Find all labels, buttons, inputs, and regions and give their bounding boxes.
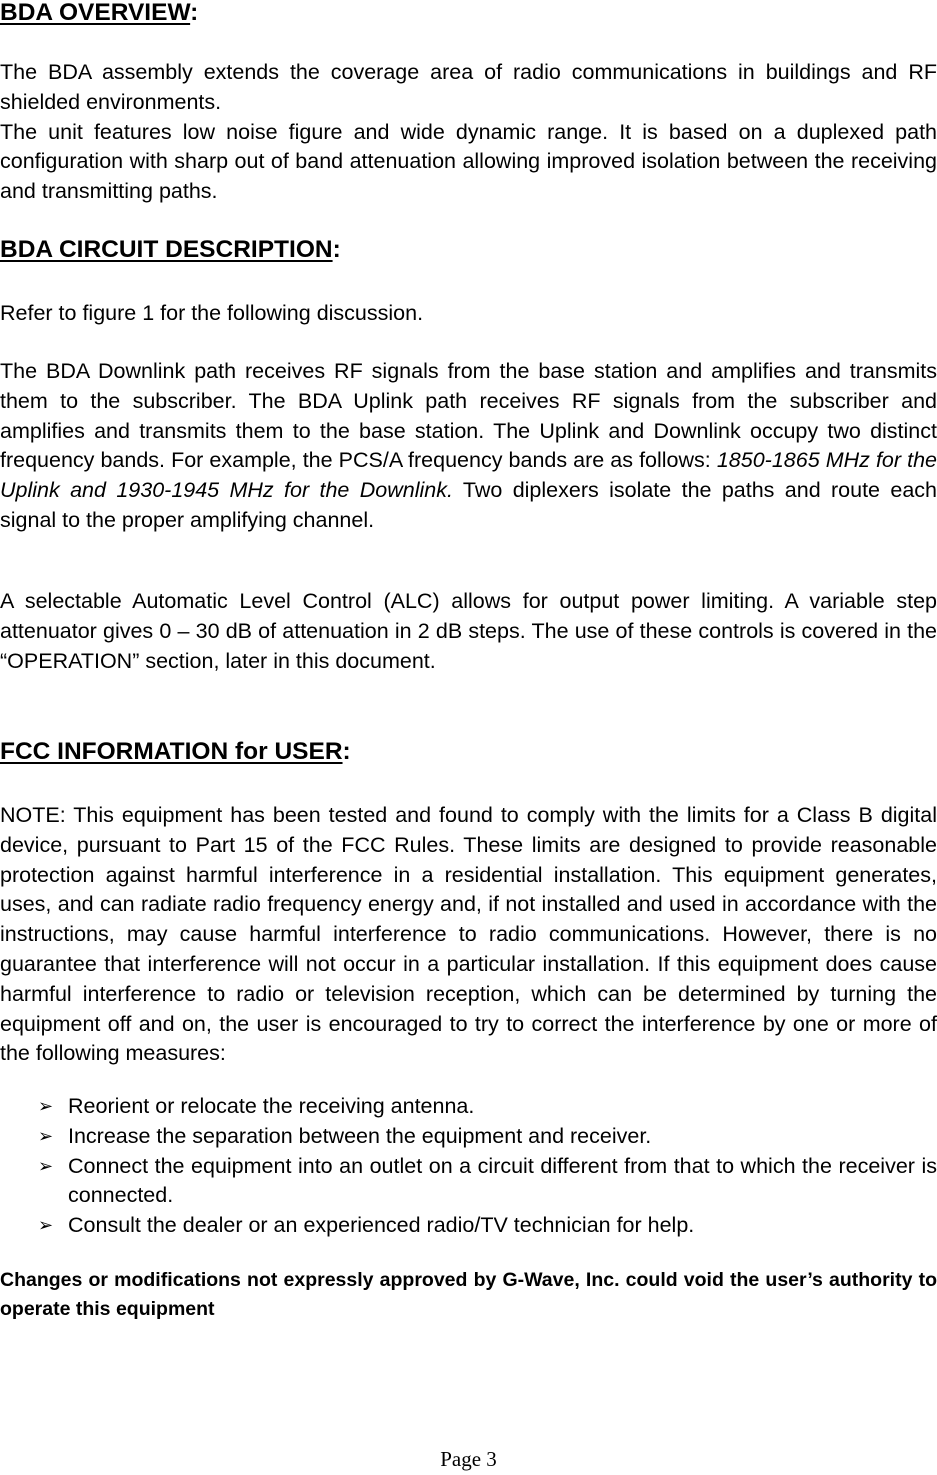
overview-paragraph-1: The BDA assembly extends the coverage area of radio communications in buildings and RF shielded environments. (0, 60, 937, 114)
alc-body (0, 587, 937, 676)
list-item-text: Reorient or relocate the receiving antenna. (68, 1094, 475, 1118)
fcc-warning-text: Changes or modifications not expressly approved by G-Wave, Inc. could void the user’s authority to operate this equipment (0, 1269, 937, 1320)
circuit-heading (0, 235, 937, 265)
fcc-heading-colon: : (342, 738, 351, 765)
circuit-intro (0, 299, 937, 329)
arrow-bullet-icon: ➢ (38, 1155, 54, 1177)
page-number: Page 3 (440, 1447, 497, 1471)
overview-heading-text: BDA OVERVIEW (0, 0, 191, 26)
circuit-paragraph-1: Refer to figure 1 for the following discussion. (0, 301, 424, 325)
list-item (38, 1122, 937, 1152)
fcc-note-paragraph: NOTE: This equipment has been tested and found to comply with the limits for a Class B digital device, pursuant to Part 15 of the FCC Rules. These limits are designed to provide reasonable protection against harmful interference in a residential installation. This equipment generates, uses, and can radiate radio frequency energy and, if not installed and used in accordance with the instructions, may cause harmful interference to radio communications. However, there is no guarantee that interference will not occur in a particular installation. If this equipment does cause harmful interference to radio or television reception, which can be determined by turning the equipment off and on, the user is encouraged to try to correct the interference by one or more of the following measures: (0, 803, 937, 1066)
list-item-text: Connect the equipment into an outlet on a circuit different from that to which the receiver is connected. (68, 1153, 937, 1208)
fcc-measures-list (38, 1092, 937, 1241)
arrow-bullet-icon: ➢ (38, 1096, 54, 1117)
list-item-text: Consult the dealer or an experienced radio/TV technician for help. (68, 1213, 695, 1238)
overview-body (0, 58, 937, 207)
list-item (38, 1211, 937, 1241)
circuit-paragraph-2 (0, 357, 937, 536)
list-item (38, 1152, 937, 1212)
overview-paragraph-2: The unit features low noise figure and wide dynamic range. It is based on a duplexed path configuration with sharp out of band attenuation allowing improved isolation between the receiving and transmitting paths. (0, 119, 937, 204)
circuit-heading-text: BDA CIRCUIT DESCRIPTION (0, 236, 333, 263)
frequency-bands-italic: 1850-1865 MHz for the Uplink and 1930-1945 MHz for the Downlink. (0, 448, 937, 503)
list-item-text: Increase the separation between the equipment and receiver. (68, 1123, 652, 1148)
circuit-paragraph-2-start: The BDA Downlink path receives RF signals from the base station and amplifies and transmits them to the subscriber. The BDA Uplink path receives RF signals from the subscriber and amplifies and transmits them to the base station. The Uplink and Downlink occupy two distinct frequency bands. For example, the PCS/A frequency bands are as follows: (0, 359, 937, 473)
overview-heading-colon: : (190, 0, 199, 26)
circuit-body (0, 357, 937, 536)
fcc-warning (0, 1266, 937, 1323)
fcc-heading-text: FCC INFORMATION for USER (0, 738, 343, 765)
circuit-paragraph-3: A selectable Automatic Level Control (ALC) allows for output power limiting. A variable step attenuator gives 0 – 30 dB of attenuation in 2 dB steps. The use of these controls is covered in the “OPERATION” section, later in this document. (0, 589, 937, 673)
arrow-bullet-icon: ➢ (38, 1215, 54, 1237)
circuit-heading-colon: : (332, 236, 341, 263)
fcc-note (0, 801, 937, 1069)
overview-heading (0, 0, 937, 28)
list-item (38, 1092, 937, 1122)
arrow-bullet-icon: ➢ (38, 1125, 54, 1147)
circuit-paragraph-2-end: Two diplexers isolate the paths and route each signal to the proper amplifying channel. (0, 478, 937, 532)
fcc-heading (0, 737, 937, 767)
